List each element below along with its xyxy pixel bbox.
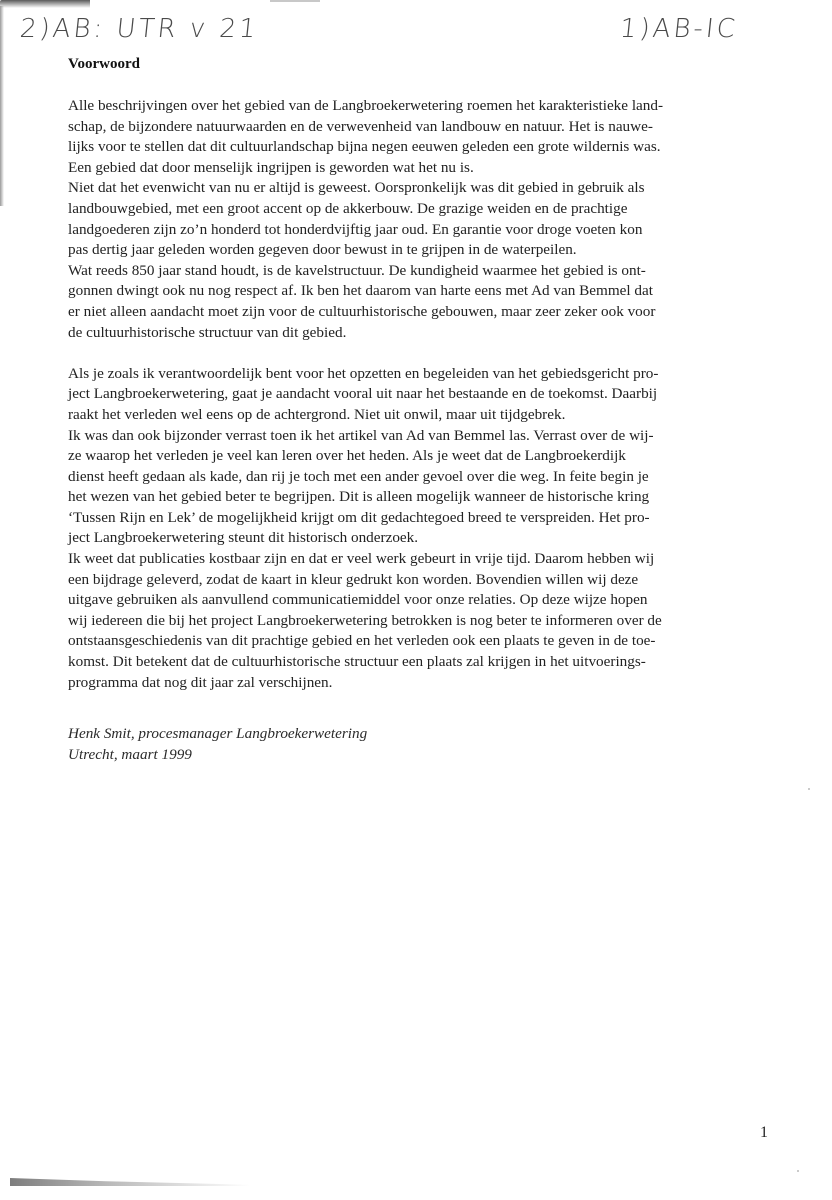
signature-name: Henk Smit, procesmanager Langbroekerwetering (68, 725, 368, 742)
handwritten-annotation-right: 1)AB-IC (618, 14, 740, 44)
text-line: ontstaansgeschiedenis van dit prachtige gebied en het verleden ook een plaats te geven in de toe- (68, 632, 656, 650)
scan-speck (808, 788, 810, 790)
handwritten-annotation-left: 2)AB: UTR v 21 (18, 14, 261, 44)
scan-shadow-top-strip (270, 0, 320, 2)
page-number: 1 (760, 1124, 768, 1141)
text-line: Wat reeds 850 jaar stand houdt, is de kavelstructuur. De kundigheid waarmee het gebied is ont- (68, 261, 646, 279)
paragraph-gap (68, 343, 778, 364)
text-line: landgoederen zijn zo’n honderd tot honderdvijftig jaar oud. En garantie voor droge voeten kon (68, 220, 643, 238)
text-line: de cultuurhistorische structuur van dit gebied. (68, 323, 347, 341)
text-line: programma dat nog dit jaar zal verschijnen. (68, 673, 333, 691)
text-line: wij iedereen die bij het project Langbroekerwetering betrokken is nog beter te informeren over de (68, 611, 662, 629)
text-line: ject Langbroekerwetering steunt dit historisch onderzoek. (68, 529, 419, 547)
text-line: uitgave gebruiken als aanvullend communicatiemiddel voor onze relaties. Op deze wijze hopen (68, 591, 648, 609)
text-line: een bijdrage geleverd, zodat de kaart in kleur gedrukt kon worden. Bovendien willen wij deze (68, 570, 639, 588)
paragraph-2 (68, 364, 778, 694)
text-line: landbouwgebied, met een groot accent op de akkerbouw. De grazige weiden en de prachtige (68, 199, 628, 217)
scan-shadow-top (0, 0, 90, 8)
text-line: lijks voor te stellen dat dit cultuurlandschap bijna negen eeuwen geleden een grote wildernis was. (68, 138, 661, 156)
text-line: Een gebied dat door menselijk ingrijpen is geworden wat het nu is. (68, 158, 474, 176)
text-line: komst. Dit betekent dat de cultuurhistorische structuur een plaats zal krijgen in het uitvoerings- (68, 653, 646, 671)
text-line: ze waarop het verleden je veel kan leren over het heden. Als je weet dat de Langbroekerdijk (68, 447, 626, 465)
text-line: er niet alleen aandacht moet zijn voor de cultuurhistorische gebouwen, maar zeer zeker ook voor (68, 302, 656, 320)
text-line: raakt het verleden wel eens op de achtergrond. Niet uit onwil, maar uit tijdgebrek. (68, 405, 566, 423)
scan-speck (797, 1170, 799, 1172)
text-line: pas dertig jaar geleden worden gegeven door bewust in te grijpen in de waterpeilen. (68, 241, 577, 259)
body-text (68, 96, 778, 693)
text-line: het wezen van het gebied beter te begrijpen. Dit is alleen mogelijk wanneer de historische kring (68, 488, 650, 506)
text-line: Als je zoals ik verantwoordelijk bent voor het opzetten en begeleiden van het gebiedsgericht pro- (68, 364, 659, 382)
text-line: Alle beschrijvingen over het gebied van de Langbroekerwetering roemen het karakteristieke land- (68, 97, 664, 114)
text-line: gonnen dwingt ook nu nog respect af. Ik ben het daarom van harte eens met Ad van Bemmel dat (68, 282, 653, 300)
paragraph-1 (68, 96, 778, 343)
scan-shadow-left (0, 6, 4, 206)
text-line: dienst heeft gedaan als kade, dan rij je toch met een ander gevoel over die weg. In feite begin je (68, 467, 649, 485)
text-line: schap, de bijzondere natuurwaarden en de verwevenheid van landbouw en natuur. Het is nauwe- (68, 117, 653, 135)
text-line: Ik weet dat publicaties kostbaar zijn en dat er veel werk gebeurt in vrije tijd. Daarom hebben wij (68, 550, 655, 568)
scan-shadow-bottom (10, 1178, 250, 1186)
text-line: ‘Tussen Rijn en Lek’ de mogelijkheid krijgt om dit gedachtegoed breed te verspreiden. Het pro- (68, 508, 650, 526)
text-line: Niet dat het evenwicht van nu er altijd is geweest. Oorspronkelijk was dit gebied in gebruik als (68, 179, 645, 197)
text-line: Ik was dan ook bijzonder verrast toen ik het artikel van Ad van Bemmel las. Verrast over de wij- (68, 426, 654, 444)
signature-place-date: Utrecht, maart 1999 (68, 745, 192, 763)
signature (68, 724, 367, 765)
page-title: Voorwoord (68, 56, 140, 72)
text-line: ject Langbroekerwetering, gaat je aandacht vooral uit naar het bestaande en de toekomst. Daarbij (68, 385, 658, 403)
